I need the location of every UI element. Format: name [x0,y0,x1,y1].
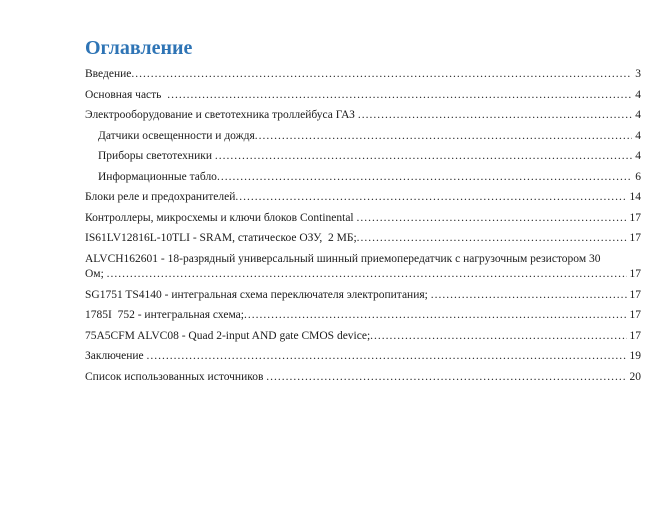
toc-page-number: 17 [629,232,641,244]
toc-entry[interactable] [85,170,641,185]
toc-entry[interactable] [85,190,641,205]
toc-entry-label: 1785I 752 - интегральная схема; [85,309,244,321]
toc-dot-leader [370,329,626,344]
toc-page-number: 14 [629,191,641,203]
table-of-contents [85,36,641,390]
toc-entry[interactable] [85,329,641,344]
toc-dot-leader [266,370,626,385]
toc-dot-leader [358,108,632,123]
toc-dot-leader [147,349,627,364]
toc-page-number: 17 [629,329,641,342]
toc-entry-label: Ом; [85,268,107,280]
toc-entry[interactable] [85,149,641,164]
toc-entry-label: Блоки реле и предохранителей [85,191,236,203]
toc-page-number: 20 [629,370,641,383]
toc-page-number: 4 [635,129,641,142]
toc-entry[interactable] [85,67,641,82]
toc-entry-label: Введение [85,68,132,80]
toc-entry-label: Список использованных источников [85,370,267,383]
toc-dot-leader [215,149,632,164]
toc-entry-label: Контроллеры, микросхемы и ключи блоков Continental [85,211,357,224]
toc-entry[interactable] [85,231,641,246]
toc-dot-leader [107,267,627,282]
toc-dot-leader [357,211,627,226]
toc-entry-label: Электрооборудование и светотехника троллейбуса ГАЗ [85,109,358,121]
toc-dot-leader [235,190,626,205]
toc-dot-leader [357,231,627,246]
toc-entry[interactable] [85,252,641,267]
toc-dot-leader [255,129,633,144]
toc-entry[interactable] [85,108,641,123]
toc-dot-leader [167,88,632,103]
toc-entry-label: ALVCH162601 - 18-разрядный универсальный шинный приемопередатчик с нагрузочным резистором 30 [85,252,601,265]
toc-title: Оглавление [85,37,193,59]
toc-entry-label: Информационные табло [98,170,217,183]
toc-list [85,67,641,384]
toc-page-number: 4 [635,88,641,101]
toc-entry-label: Основная часть [85,88,168,101]
toc-entry-label: IS61LV12816L-10TLI - SRAM, статическое ОЗУ, 2 МБ; [85,232,357,244]
toc-page-number: 17 [629,268,641,280]
toc-page-number: 19 [629,350,641,362]
toc-entry-label: SG1751 TS4140 - интегральная схема переключателя электропитания; [85,288,431,301]
toc-entry[interactable] [85,288,641,303]
toc-entry-label: Датчики освещенности и дождя [98,129,255,142]
toc-entry[interactable] [85,211,641,226]
toc-page-number: 4 [635,150,641,162]
toc-entry-label: Заключение [85,350,147,362]
toc-page-number: 17 [629,288,641,301]
toc-entry[interactable] [85,308,641,323]
toc-entry-label: Приборы светотехники [98,150,215,162]
toc-dot-leader [244,308,627,323]
toc-entry[interactable] [85,129,641,144]
toc-entry[interactable] [85,88,641,103]
toc-page-number: 17 [629,309,641,321]
toc-entry[interactable] [85,349,641,364]
toc-page-number: 4 [635,109,641,121]
toc-dot-leader [131,67,632,82]
toc-entry[interactable] [85,267,641,282]
toc-dot-leader [217,170,632,185]
toc-entry-label: 75A5CFM ALVC08 - Quad 2-input AND gate CMOS device; [85,329,371,342]
toc-page-number: 3 [635,68,641,80]
toc-page-number: 17 [629,211,641,224]
toc-dot-leader [431,288,627,303]
toc-page-number: 6 [635,170,641,183]
toc-entry[interactable] [85,370,641,385]
